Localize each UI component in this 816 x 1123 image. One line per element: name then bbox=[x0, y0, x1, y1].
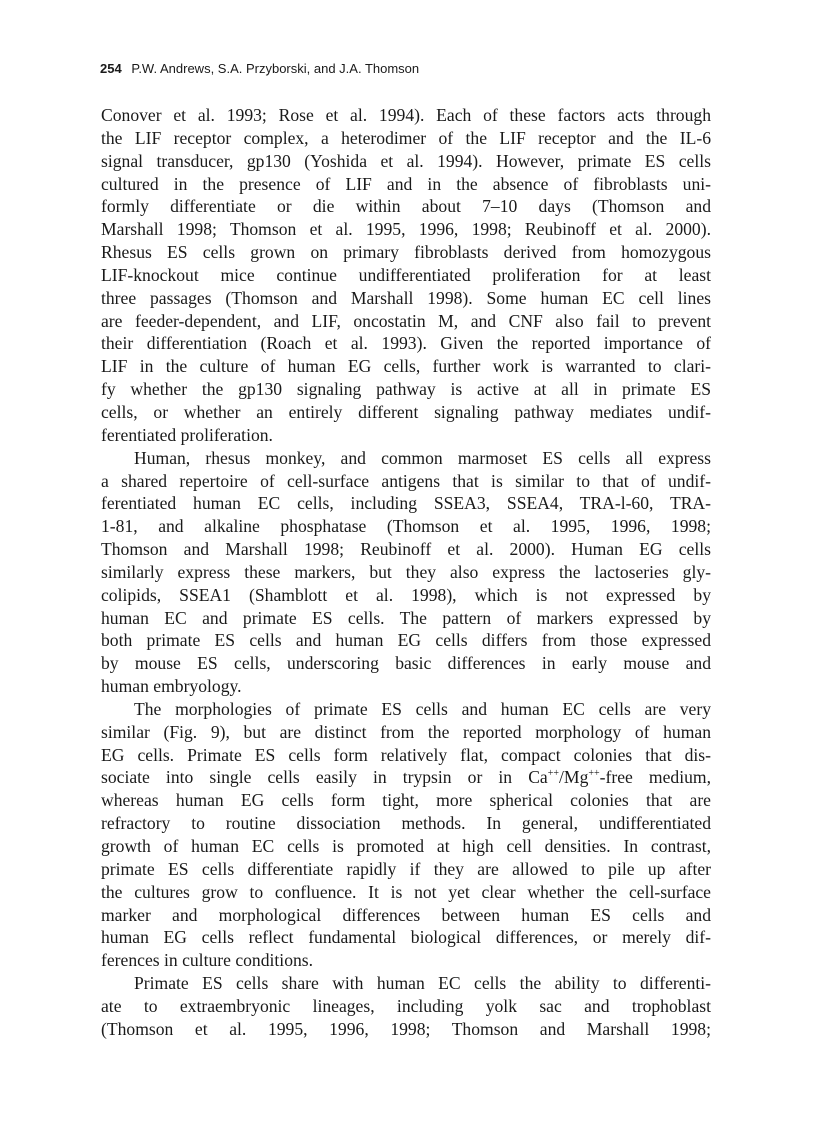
text-line: human EG cells reflect fundamental biological differences, or merely dif- bbox=[101, 927, 711, 948]
text-line: (Thomson et al. 1995, 1996, 1998; Thomson and Marshall 1998; bbox=[101, 1018, 711, 1039]
text-line: the cultures grow to confluence. It is not yet clear whether the cell-surface bbox=[101, 881, 711, 902]
text-line: refractory to routine dissociation methods. In general, undifferentiated bbox=[101, 813, 711, 834]
text-line: ferentiated human EC cells, including SSEA3, SSEA4, TRA-l-60, TRA- bbox=[101, 493, 711, 514]
formula-text-before: sociate into single cells easily in trypsin or in Ca bbox=[101, 767, 548, 788]
formula-text-mid: /Mg bbox=[559, 767, 589, 788]
text-line: formly differentiate or die within about 7–10 days (Thomson and bbox=[101, 196, 711, 217]
text-line: a shared repertoire of cell-surface antigens that is similar to that of undif- bbox=[101, 470, 711, 491]
paragraph-4 bbox=[101, 972, 711, 1041]
text-line: both primate ES cells and human EG cells differs from those expressed bbox=[101, 630, 711, 651]
superscript-charge: ++ bbox=[588, 767, 600, 779]
text-line: human EC and primate ES cells. The pattern of markers expressed by bbox=[101, 607, 711, 628]
text-line: fy whether the gp130 signaling pathway is active at all in primate ES bbox=[101, 379, 711, 400]
text-line: are feeder-dependent, and LIF, oncostatin M, and CNF also fail to prevent bbox=[101, 310, 711, 331]
paragraph-1 bbox=[101, 104, 711, 447]
formula-text-after: -free medium, bbox=[599, 767, 711, 788]
text-line: marker and morphological differences between human ES cells and bbox=[101, 904, 711, 925]
text-line: similar (Fig. 9), but are distinct from the reported morphology of human bbox=[101, 721, 711, 742]
text-line: cultured in the presence of LIF and in the absence of fibroblasts uni- bbox=[101, 173, 711, 194]
text-line: Human, rhesus monkey, and common marmoset ES cells all express bbox=[134, 447, 711, 468]
text-line: signal transducer, gp130 (Yoshida et al. 1994). However, primate ES cells bbox=[101, 150, 711, 171]
text-line: by mouse ES cells, underscoring basic differences in early mouse and bbox=[101, 653, 711, 674]
text-line: Primate ES cells share with human EC cells the ability to differenti- bbox=[134, 973, 711, 994]
text-line: Rhesus ES cells grown on primary fibroblasts derived from homozygous bbox=[101, 242, 711, 263]
text-line-with-ion-formula bbox=[101, 766, 711, 789]
page-number: 254 bbox=[100, 61, 122, 76]
text-line: ferences in culture conditions. bbox=[101, 950, 314, 971]
text-line: cells, or whether an entirely different signaling pathway mediates undif- bbox=[101, 401, 711, 422]
text-line: whereas human EG cells form tight, more spherical colonies that are bbox=[101, 790, 711, 811]
text-line: the LIF receptor complex, a heterodimer of the LIF receptor and the IL-6 bbox=[101, 127, 711, 148]
running-head-authors: P.W. Andrews, S.A. Przyborski, and J.A. Thomson bbox=[131, 61, 420, 76]
superscript-charge: ++ bbox=[547, 767, 560, 779]
text-line: 1-81, and alkaline phosphatase (Thomson et al. 1995, 1996, 1998; bbox=[101, 516, 711, 537]
paragraph-3 bbox=[101, 698, 711, 972]
text-line: ferentiated proliferation. bbox=[101, 424, 273, 445]
text-line: Marshall 1998; Thomson et al. 1995, 1996, 1998; Reubinoff et al. 2000). bbox=[101, 219, 711, 240]
text-line: Conover et al. 1993; Rose et al. 1994). Each of these factors acts through bbox=[101, 105, 711, 125]
text-line: LIF-knockout mice continue undifferentiated proliferation for at least bbox=[101, 264, 711, 285]
text-line: EG cells. Primate ES cells form relatively flat, compact colonies that dis- bbox=[101, 744, 711, 765]
text-line: Thomson and Marshall 1998; Reubinoff et al. 2000). Human EG cells bbox=[101, 539, 711, 560]
text-line: ate to extraembryonic lineages, including yolk sac and trophoblast bbox=[101, 995, 711, 1016]
text-line: similarly express these markers, but they also express the lactoseries gly- bbox=[101, 561, 711, 582]
text-line: The morphologies of primate ES cells and human EC cells are very bbox=[134, 698, 711, 719]
text-line: LIF in the culture of human EG cells, further work is warranted to clari- bbox=[101, 356, 711, 377]
text-line: human embryology. bbox=[101, 676, 242, 697]
text-line: three passages (Thomson and Marshall 1998). Some human EC cell lines bbox=[101, 287, 711, 308]
running-head bbox=[100, 60, 419, 78]
text-line: growth of human EC cells is promoted at high cell densities. In contrast, bbox=[101, 836, 711, 856]
text-line: their differentiation (Roach et al. 1993). Given the reported importance of bbox=[101, 333, 711, 354]
paragraph-2 bbox=[101, 447, 711, 698]
text-line: colipids, SSEA1 (Shamblott et al. 1998), which is not expressed by bbox=[101, 584, 711, 605]
text-line: primate ES cells differentiate rapidly if they are allowed to pile up after bbox=[101, 858, 711, 879]
body-text bbox=[101, 104, 711, 1041]
